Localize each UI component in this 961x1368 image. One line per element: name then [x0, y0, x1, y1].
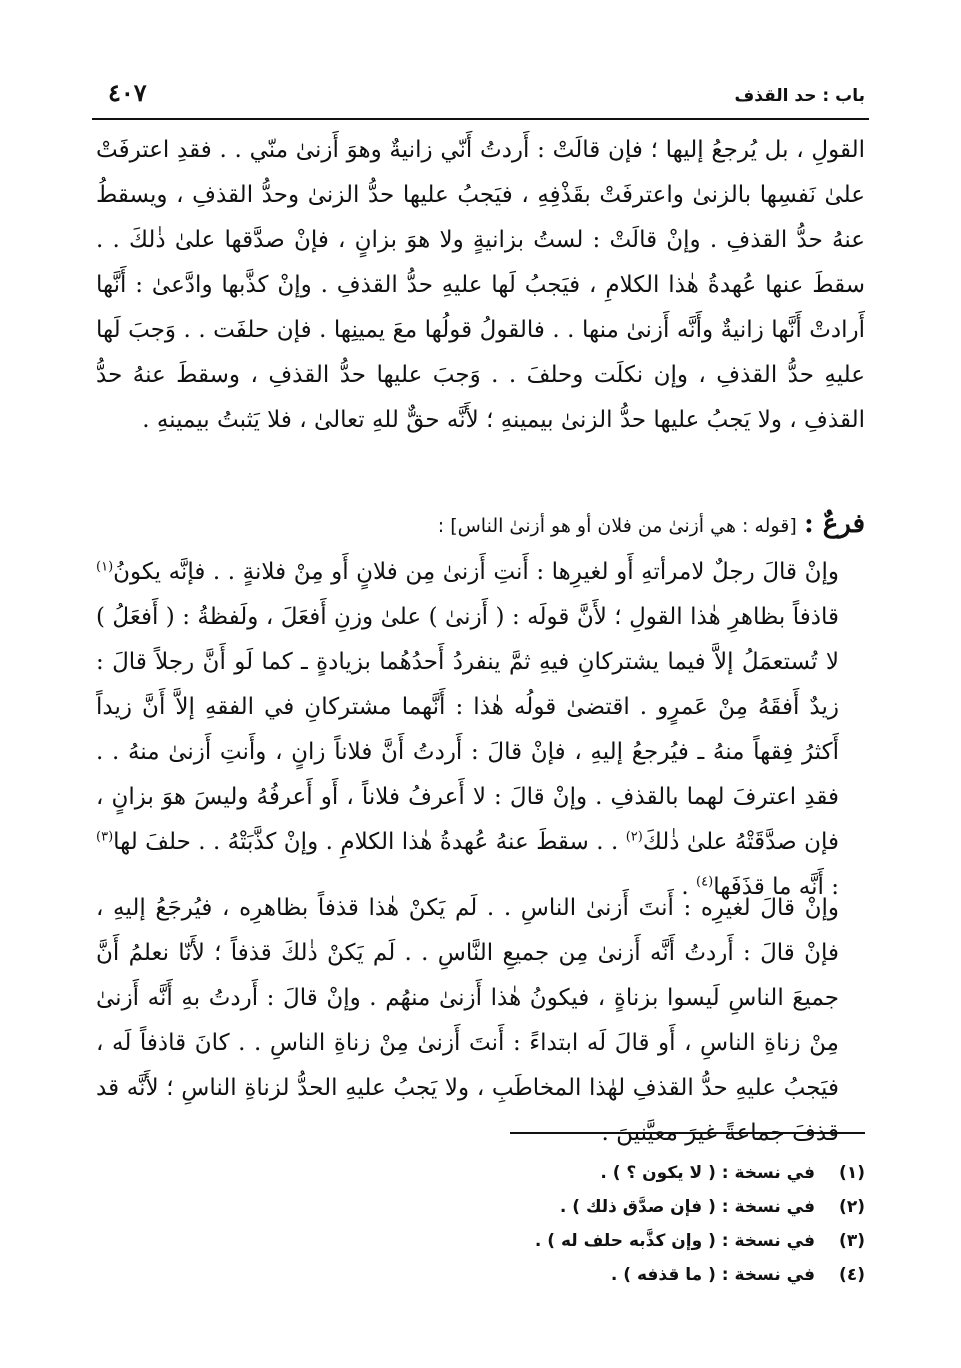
footnote-text: في نسخة : ( لا يكون ؟ ) .	[600, 1163, 815, 1183]
paragraph-text: : أَنَّه ما قذَفَها	[713, 874, 839, 900]
paragraph-continued	[96, 128, 865, 443]
footnote-text: في نسخة : ( فإن صدَّق ذلك ) .	[559, 1197, 815, 1217]
footnote-ref-4[interactable]: (٤)	[696, 874, 714, 890]
paragraph-text: وإنْ قالَ رجلٌ لامرأتهِ أَو لغيرِها : أَنتِ أَزنىٰ مِن فلانٍ أَو مِنْ فلانةٍ . . فإنَّه يكونُ	[113, 559, 839, 585]
branch-title: [قوله : هي أزنىٰ من فلان أو هو أزنىٰ الناس] :	[437, 515, 797, 537]
footnote-text: في نسخة : ( ما قذفه ) .	[610, 1265, 815, 1285]
footnote	[265, 1156, 865, 1190]
footnote-divider	[510, 1132, 865, 1134]
paragraph-text: القولِ ، بل يُرجعُ إليها ؛ فإن قالَتْ : أَردتُ أَنّي زانيةٌ وهوَ أَزنىٰ منّي . . فقدِ اعترفَتْ علىٰ نَفسِها بالزنىٰ واعترفَتْ بقَذْفِهِ ، فيَجبُ عليها حدُّ الزنىٰ وحدُّ القذفِ ، ويسقطُ عنهُ حدُّ القذفِ . وإنْ قالَتْ : لستُ بزانيةٍ ولا هوَ بزانٍ ، فإنْ صدَّقها علىٰ ذٰلكَ . . سقطَ عنها عُهدةُ هٰذا الكلامِ ، فيَجبُ لَها عليهِ حدُّ القذفِ . وإنْ كذَّبها وادَّعىٰ : أَنَّها أَرادتْ أَنَّها زانيةٌ وأَنَّه أَزنىٰ منها . . فالقولُ قولُها معَ يمينِها . فإن حلفَت . . وَجبَ لَها عليهِ حدُّ القذفِ ، وإن نكلَت وحلفَ . . وَجبَ عليها حدُّ القذفِ ، وسقطَ عنهُ حدُّ القذفِ ، ولا يَجبُ عليها حدُّ الزنىٰ بيمينهِ ؛ لأَنَّه حقٌّ للهِ تعالىٰ ، فلا يَثبتُ بيمينهِ .	[96, 137, 865, 433]
paragraph-2	[96, 550, 865, 910]
footnote-number: (٣)	[839, 1231, 865, 1251]
footnote-ref-1[interactable]: (١)	[96, 559, 114, 575]
footnote-number: (١)	[839, 1163, 865, 1183]
footnote-number: (٢)	[839, 1197, 865, 1217]
page-number: ٤٠٧	[108, 78, 147, 107]
paragraph-text: قاذفاً بظاهرِ هٰذا القولِ ؛ لأَنَّ قولَه : ( أَزنىٰ ) علىٰ وزنِ أَفعَلَ ، ولَفظةُ : ( أَفعَلُ ) لا تُستعمَلُ إلاَّ فيما يشتركانِ فيهِ ثمَّ ينفردُ أَحدُهُما بزيادةٍ ـ كما لَو أَنَّ رجلاً قالَ : زيدٌ أَفقَهُ مِنْ عَمرٍو . اقتضىٰ قولُه هٰذا : أَنَّهما مشتركانِ في الفقهِ إلاَّ أَنَّ زيداً أَكثرُ فِقهاً منهُ ـ فيُرجعُ إليهِ ، فإنْ قالَ : أَردتُ أَنَّ فلاناً زانٍ ، وأَنتِ أَزنىٰ منهُ . . فقدِ اعترفَ لهما بالقذفِ . وإنْ قالَ : لا أَعرفُ فلاناً ، أَو أَعرفُهُ وليسَ هوَ بزانٍ ، فإن صدَّقَتْهُ علىٰ ذٰلكَ	[96, 604, 839, 855]
paragraph-text: .	[681, 874, 697, 900]
branch-label: فرعٌ :	[804, 509, 865, 539]
footnote	[265, 1224, 865, 1258]
running-header	[96, 74, 865, 114]
footnote-text: في نسخة : ( وإن كذَّبه حلف له ) .	[534, 1231, 815, 1251]
paragraph-3	[96, 886, 865, 1156]
footnote-ref-3[interactable]: (٣)	[96, 829, 114, 845]
chapter-title: باب : حد القذف	[734, 86, 865, 106]
paragraph-text: . . سقطَ عنهُ عُهدةُ هٰذا الكلامِ . وإنْ كذَّبَتْهُ . . حلفَ لها	[113, 829, 626, 855]
footnote-ref-2[interactable]: (٢)	[625, 829, 643, 845]
footnote	[265, 1190, 865, 1224]
footnotes	[265, 1156, 865, 1292]
footnote	[265, 1258, 865, 1292]
branch-heading	[96, 502, 865, 549]
footnote-number: (٤)	[839, 1265, 865, 1285]
paragraph-text: وإنْ قالَ لغيرِه : أَنتَ أَزنىٰ الناسِ . . لَم يَكنْ هٰذا قذفاً بظاهرِه ، فيُرجَعُ إليهِ ، فإنْ قالَ : أَردتُ أَنَّه أَزنىٰ مِن جميعِ النَّاسِ . . لَم يَكنْ ذٰلكَ قذفاً ؛ لأَنّا نعلمُ أَنَّ جميعَ الناسِ لَيسوا بزناةٍ ، فيكونُ هٰذا أَزنىٰ منهُم . وإنْ قالَ : أَردتُ بهِ أَنَّه أَزنىٰ مِنْ زناةِ الناسِ ، أَو قالَ لَه ابتداءً : أَنتَ أَزنىٰ مِنْ زناةِ الناسِ . . كانَ قاذفاً لَه ، فيَجبُ عليهِ حدُّ القذفِ لهٰذا المخاطَبِ ، ولا يَجبُ عليهِ الحدُّ لزناةِ الناسِ ؛ لأَنَّه قد قذفَ جماعةً غيرَ معيَّنينَ .	[96, 895, 839, 1146]
header-divider	[92, 118, 869, 120]
